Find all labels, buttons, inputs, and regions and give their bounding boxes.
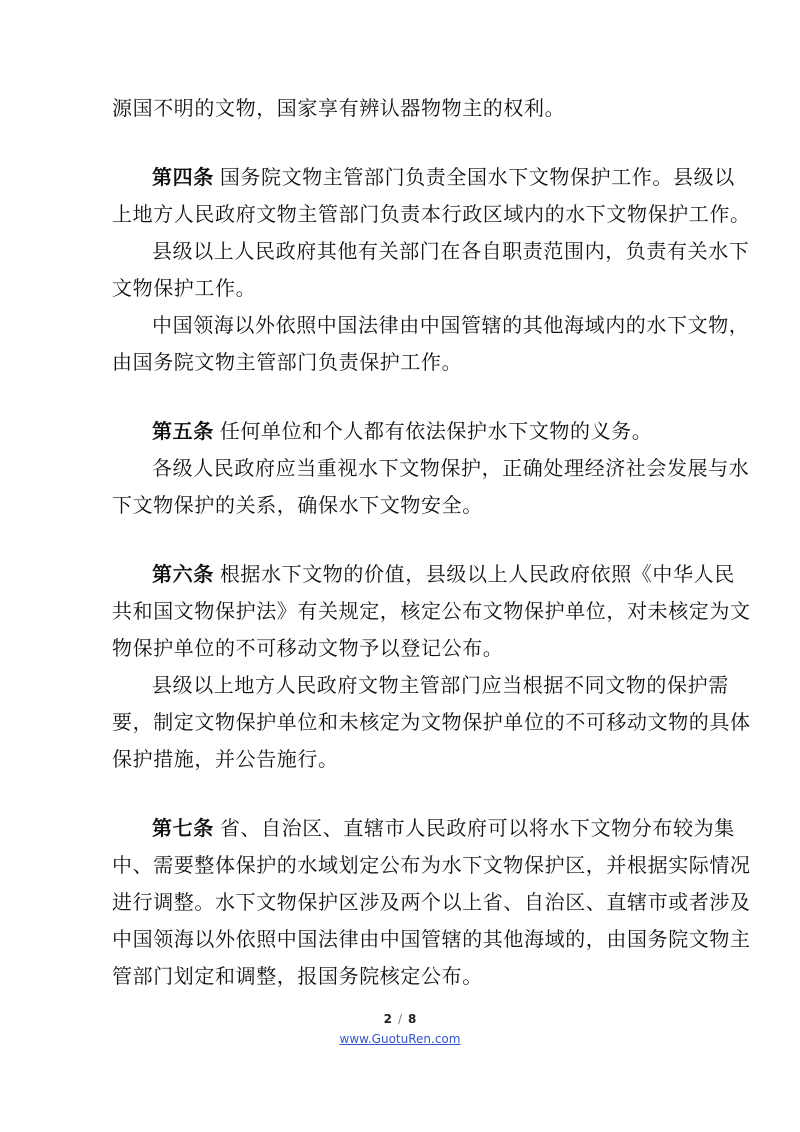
page-current: 2 xyxy=(383,1012,392,1026)
article-4-heading: 第四条 xyxy=(152,165,214,189)
paragraph-gap xyxy=(112,778,697,810)
text-line: 保护措施，并公告施行。 xyxy=(112,747,339,771)
text-line: 管部门划定和调整，报国务院核定公布。 xyxy=(112,964,483,988)
text-line: 文物保护工作。 xyxy=(112,276,257,300)
text-line: 各级人民政府应当重视水下文物保护，正确处理经济社会发展与水 xyxy=(152,456,750,480)
text-line: 下文物保护的关系，确保水下文物安全。 xyxy=(112,493,483,517)
page-total: 8 xyxy=(408,1012,417,1026)
article-6-line xyxy=(112,556,735,593)
text-span: 国务院文物主管部门负责全国水下文物保护工作。县级以 xyxy=(219,165,735,189)
article-5-heading: 第五条 xyxy=(152,419,214,443)
document-body xyxy=(112,90,751,995)
site-link[interactable]: www.GuotuRen.com xyxy=(339,1032,461,1046)
text-line: 中国领海以外依照中国法律由中国管辖的其他海域内的水下文物， xyxy=(152,313,750,337)
text-line: 共和国文物保护法》有关规定，核定公布文物保护单位，对未核定为文 xyxy=(112,599,751,623)
text-span: 省、自治区、直辖市人民政府可以将水下文物分布较为集 xyxy=(219,816,735,840)
article-5-line xyxy=(112,413,697,450)
text-span: 任何单位和个人都有依法保护水下文物的义务。 xyxy=(219,419,653,443)
text-line: 中国领海以外依照中国法律由中国管辖的其他海域的，由国务院文物主 xyxy=(112,927,751,951)
page-number xyxy=(0,1012,800,1026)
text-line: 源国不明的文物，国家享有辨认器物物主的权利。 xyxy=(112,96,566,120)
paragraph-gap xyxy=(112,524,697,556)
article-7-heading: 第七条 xyxy=(152,816,214,840)
text-line: 中、需要整体保护的水域划定公布为水下文物保护区，并根据实际情况 xyxy=(112,853,751,877)
text-line: 由国务院文物主管部门负责保护工作。 xyxy=(112,350,463,374)
article-6-heading: 第六条 xyxy=(152,562,214,586)
paragraph-gap xyxy=(112,127,697,159)
text-span: 根据水下文物的价值，县级以上人民政府依照《中华人民 xyxy=(219,562,735,586)
article-4-line xyxy=(112,159,735,196)
text-line: 进行调整。水下文物保护区涉及两个以上省、自治区、直辖市或者涉及 xyxy=(112,890,751,914)
text-line: 上地方人民政府文物主管部门负责本行政区域内的水下文物保护工作。 xyxy=(112,202,751,226)
paragraph-gap xyxy=(112,381,697,413)
text-line: 物保护单位的不可移动文物予以登记公布。 xyxy=(112,636,504,660)
text-line: 县级以上人民政府其他有关部门在各自职责范围内，负责有关水下 xyxy=(152,239,750,263)
page-separator: / xyxy=(397,1012,403,1026)
text-line: 县级以上地方人民政府文物主管部门应当根据不同文物的保护需 xyxy=(152,673,729,697)
text-line: 要，制定文物保护单位和未核定为文物保护单位的不可移动文物的具体 xyxy=(112,710,751,734)
article-7-line xyxy=(112,810,735,847)
